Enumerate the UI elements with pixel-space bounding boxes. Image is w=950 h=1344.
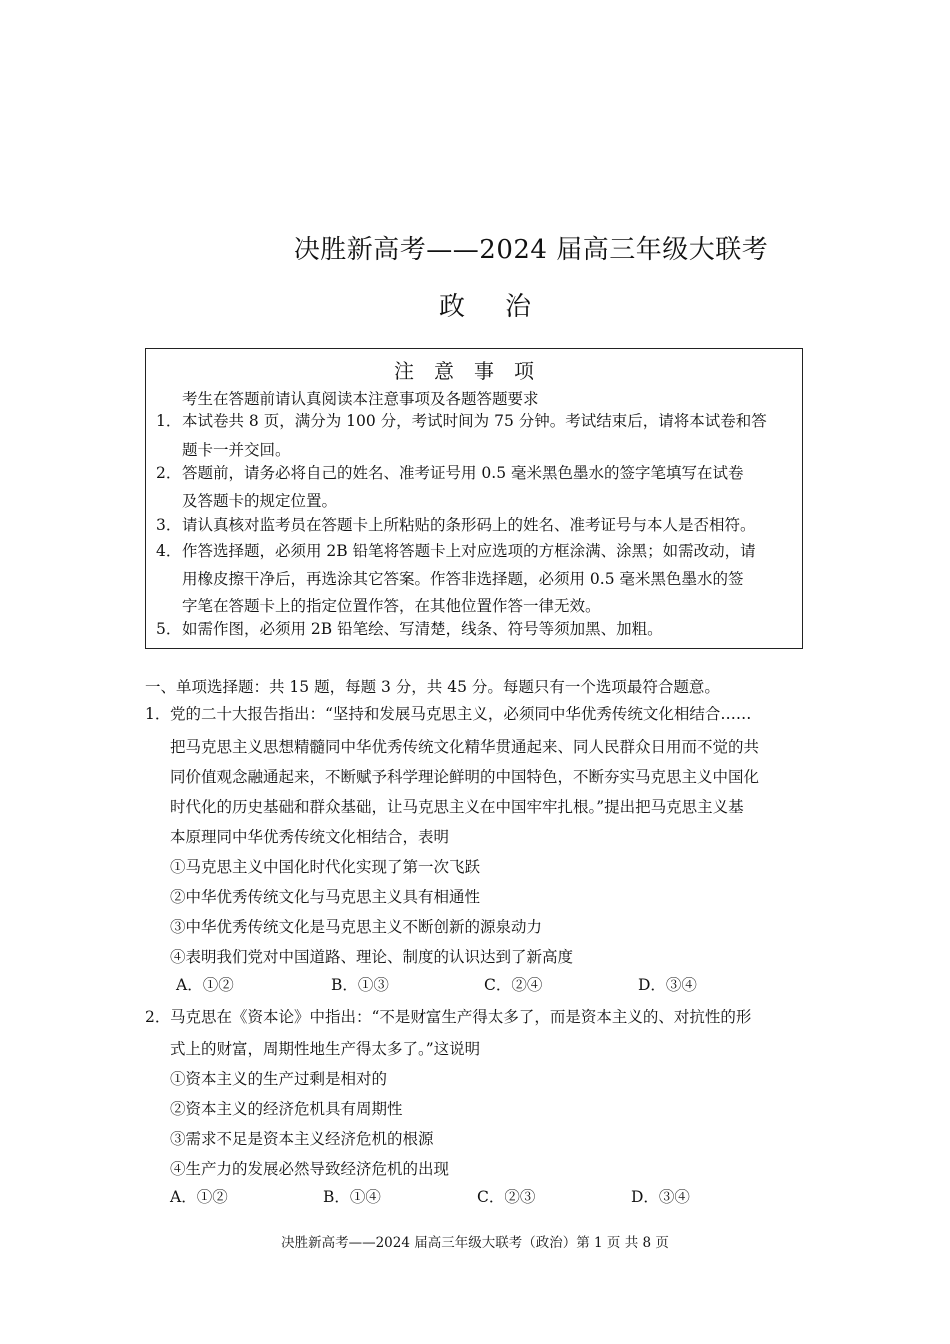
- question-number: 2．: [145, 1008, 171, 1026]
- notice-item-line: 用橡皮擦干净后，再选涂其它答案。作答非选择题，必须用 0.5 毫米黑色墨水的签: [182, 570, 744, 588]
- notice-box: [145, 348, 803, 649]
- question-number: 1．: [145, 705, 171, 723]
- notice-title: 注意事项: [394, 359, 554, 383]
- notice-intro: 考生在答题前请认真阅读本注意事项及各题答题要求: [182, 390, 539, 408]
- exam-title: 决胜新高考——2024 届高三年级大联考: [293, 235, 769, 265]
- notice-item-number: 2．: [156, 464, 182, 482]
- statement: ③需求不足是资本主义经济危机的根源: [170, 1130, 434, 1148]
- notice-item-line: 请认真核对监考员在答题卡上所粘贴的条形码上的姓名、准考证号与本人是否相符。: [182, 516, 756, 534]
- notice-item-number: 5．: [156, 620, 182, 638]
- question-text-line: 马克思在《资本论》中指出：“不是财富生产得太多了，而是资本主义的、对抗性的形: [170, 1008, 752, 1026]
- option-c: C．②④: [484, 976, 543, 994]
- notice-item-line: 本试卷共 8 页，满分为 100 分，考试时间为 75 分钟。考试结束后，请将本试卷和答: [182, 412, 767, 430]
- notice-item-line: 题卡一并交回。: [182, 441, 291, 459]
- page-footer: 决胜新高考——2024 届高三年级大联考（政治）第 1 页 共 8 页: [281, 1235, 669, 1251]
- option-d: D．③④: [631, 1188, 690, 1206]
- statement: ④生产力的发展必然导致经济危机的出现: [170, 1160, 450, 1178]
- option-a: A．①②: [176, 976, 234, 994]
- statement: ③中华优秀传统文化是马克思主义不断创新的源泉动力: [170, 918, 543, 936]
- statement: ①马克思主义中国化时代化实现了第一次飞跃: [170, 858, 481, 876]
- section-heading: 一、单项选择题：共 15 题，每题 3 分，共 45 分。每题只有一个选项最符合题意。: [145, 678, 720, 696]
- notice-item-line: 答题前，请务必将自己的姓名、准考证号用 0.5 毫米黑色墨水的签字笔填写在试卷: [182, 464, 744, 482]
- subject-title: 政治: [438, 292, 571, 322]
- question-text-line: 党的二十大报告指出：“坚持和发展马克思主义，必须同中华优秀传统文化相结合……: [170, 705, 752, 723]
- notice-item-line: 字笔在答题卡上的指定位置作答，在其他位置作答一律无效。: [182, 597, 601, 615]
- question-text-line: 式上的财富，周期性地生产得太多了。”这说明: [170, 1040, 481, 1058]
- question-text-line: 把马克思主义思想精髓同中华优秀传统文化精华贯通起来、同人民群众日用而不觉的共: [170, 738, 760, 756]
- question-text-line: 时代化的历史基础和群众基础，让马克思主义在中国牢牢扎根。”提出把马克思主义基: [170, 798, 744, 816]
- notice-item-number: 1．: [156, 412, 182, 430]
- statement: ②中华优秀传统文化与马克思主义具有相通性: [170, 888, 481, 906]
- statement: ①资本主义的生产过剩是相对的: [170, 1070, 388, 1088]
- notice-item-line: 作答选择题，必须用 2B 铅笔将答题卡上对应选项的方框涂满、涂黑；如需改动，请: [182, 542, 756, 560]
- notice-item-line: 及答题卡的规定位置。: [182, 492, 338, 510]
- option-a: A．①②: [170, 1188, 228, 1206]
- notice-item-number: 4．: [156, 542, 182, 560]
- statement: ②资本主义的经济危机具有周期性: [170, 1100, 403, 1118]
- option-b: B．①④: [323, 1188, 381, 1206]
- question-text-line: 本原理同中华优秀传统文化相结合，表明: [170, 828, 450, 846]
- statement: ④表明我们党对中国道路、理论、制度的认识达到了新高度: [170, 948, 574, 966]
- option-b: B．①③: [331, 976, 389, 994]
- notice-item-number: 3．: [156, 516, 182, 534]
- notice-item-line: 如需作图，必须用 2B 铅笔绘、写清楚，线条、符号等须加黑、加粗。: [182, 620, 663, 638]
- question-text-line: 同价值观念融通起来，不断赋予科学理论鲜明的中国特色，不断夯实马克思主义中国化: [170, 768, 760, 786]
- option-d: D．③④: [638, 976, 697, 994]
- option-c: C．②③: [477, 1188, 536, 1206]
